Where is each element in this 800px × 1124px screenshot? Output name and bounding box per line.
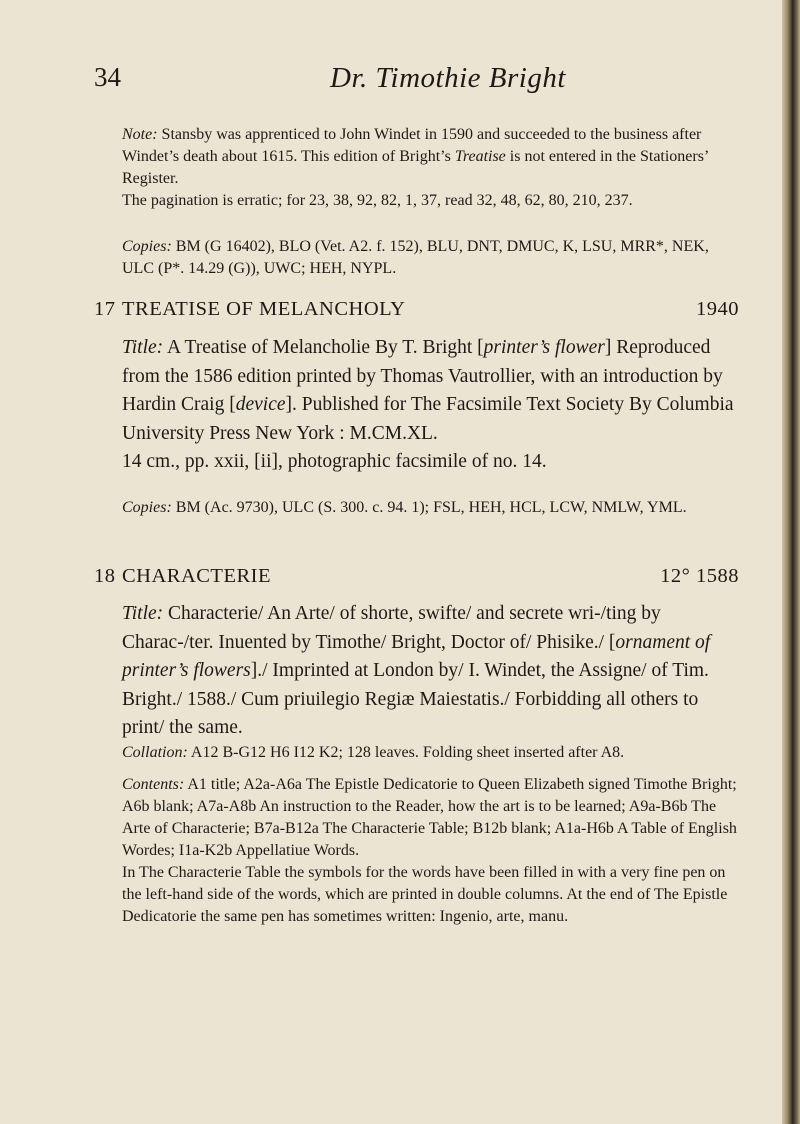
entry-year: 1940 (696, 298, 739, 320)
contents-text: A1 title; A2a-A6a The Epistle Dedicatorie to Queen Elizabeth signed Timothe Bright; A6b blank; A7a-A8b An instruction to the Reader, how the art is to be learned; A9a-B6b The Arte of Characterie; B7a-B12a The Characterie Table; B12b blank; A1a-H6b A Table of English Wordes; I1a-K2b Appellatiue Words. (122, 776, 737, 859)
copies-17 (122, 497, 737, 519)
title-italic: ornament of printer’s flowers (122, 631, 711, 681)
collation-label: Collation: (122, 744, 188, 761)
contents-label: Contents: (122, 776, 185, 793)
entry-title: TREATISE OF MELANCHOLY (122, 298, 406, 320)
title-text: ]. Published for The Facsimile Text Society By Columbia University Press New York : M.CM.XL. (122, 394, 734, 444)
note-label: Note: (122, 126, 158, 143)
title-text: ] Reproduced from the 1586 edition printed by Thomas Vautrollier, with an introduction by Hardin Craig [ (122, 337, 723, 415)
copies-16 (122, 236, 737, 280)
title-label: Title: (122, 603, 164, 624)
entry-17-title-block (122, 334, 737, 477)
title-italic: device (235, 394, 286, 415)
copies-text: BM (Ac. 9730), ULC (S. 300. c. 94. 1); FSL, HEH, HCL, LCW, NMLW, YML. (175, 499, 687, 516)
contents-note: In The Characterie Table the symbols for the words have been filled in with a very fine pen on the left-hand side of the words, which are printed in double columns. At the end of The Epistle Dedicatorie the same pen has sometimes written: Ingenio, arte, manu. (122, 864, 728, 925)
note-paragraph (122, 124, 737, 212)
title-text: A Treatise of Melancholie By T. Bright [ (166, 337, 484, 358)
physical-description: 14 cm., pp. xxii, [ii], photographic facsimile of no. 14. (122, 451, 547, 472)
note-treatise-word: Treatise (454, 148, 506, 165)
entry-title: CHARACTERIE (122, 565, 271, 587)
title-text: Characterie/ An Arte/ of shorte, swifte/ and secrete wri-/ting by Charac-/ter. Inuented by Timothe/ Bright, Doctor of/ Phisike./ [ (122, 603, 661, 653)
entry-format-year: 12° 1588 (660, 565, 739, 587)
note-text: Stansby was apprenticed to John Windet in 1590 and succeeded to the business after Windet’s death about 1615. This edition of Bright’s (122, 126, 702, 165)
pagination-note: The pagination is erratic; for 23, 38, 92, 82, 1, 37, read 32, 48, 62, 80, 210, 237. (122, 192, 633, 209)
running-head (0, 62, 800, 102)
entry-17-heading (94, 298, 739, 328)
entry-18-heading (94, 565, 739, 595)
title-text: ]./ Imprinted at London by/ I. Windet, the Assigne/ of Tim. Bright./ 1588./ Cum priuilegio Regiæ Maiestatis./ Forbidding all others to print/ the same. (122, 660, 709, 738)
title-label: Title: (122, 337, 164, 358)
collation-text: A12 B-G12 H6 I12 K2; 128 leaves. Folding sheet inserted after A8. (190, 744, 625, 761)
page-edge-shadow (782, 0, 800, 1124)
collation (122, 742, 737, 764)
running-title: Dr. Timothie Bright (330, 62, 566, 94)
title-italic: printer’s flower (483, 337, 605, 358)
page-number: 34 (94, 62, 121, 92)
entry-number: 17 (94, 298, 116, 320)
contents (122, 774, 737, 928)
note-text-end: is not entered in the Stationers’ Register. (122, 148, 709, 187)
copies-label: Copies: (122, 238, 172, 255)
copies-label: Copies: (122, 499, 172, 516)
entry-number: 18 (94, 565, 116, 587)
entry-18-title-block (122, 600, 737, 743)
copies-text: BM (G 16402), BLO (Vet. A2. f. 152), BLU, DNT, DMUC, K, LSU, MRR*, NEK, ULC (P*. 14.29 (G)), UWC; HEH, NYPL. (122, 238, 709, 277)
